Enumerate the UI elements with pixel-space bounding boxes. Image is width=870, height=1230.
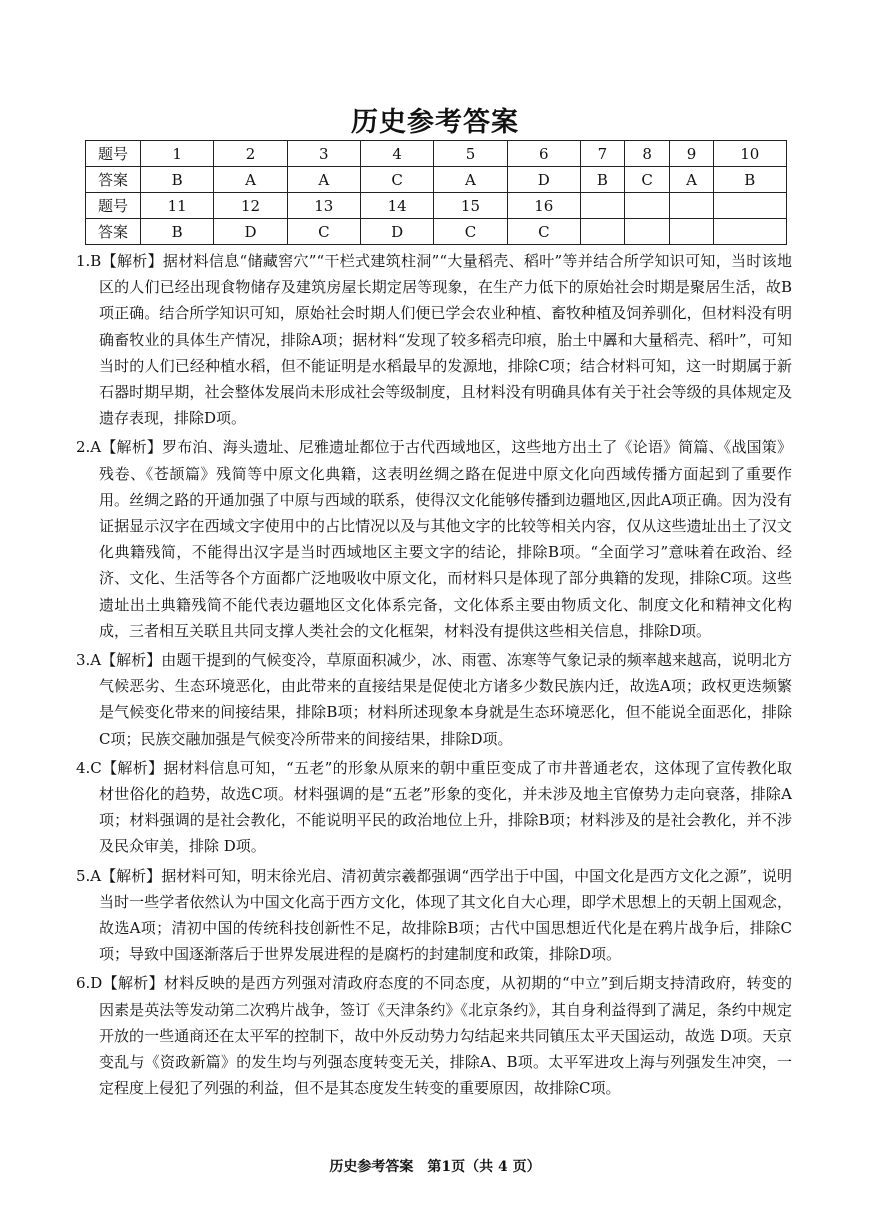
answer-table-cell: A xyxy=(434,167,507,193)
answer-table-cell: D xyxy=(214,219,287,245)
answer-table-cell: 2 xyxy=(214,141,287,167)
answer-table-cell: A xyxy=(670,167,713,193)
answer-table-cell: 15 xyxy=(434,193,507,219)
explanation-item: 3.A【解析】由题干提到的气候变冷，草原面积减少，冰、雨雹、冻寒等气象记录的频率越来越高，说明北方气候恶劣、生态环境恶化，由此带来的直接结果是促使北方诸多少数民族内迁，故选A项；政权更迭频繁是气候变化带来的间接结果，排除B项；材料所述现象本身就是生态环境恶化，但不能说全面恶化，排除C项；民族交融加强是气候变冷所带来的间接结果，排除D项。 xyxy=(76,651,792,748)
answer-table-cell: C xyxy=(624,167,670,193)
answer-table-cell: 1 xyxy=(141,141,214,167)
answer-table-cell xyxy=(670,193,713,219)
answer-table-cell: B xyxy=(141,219,214,245)
answer-table-cell: 3 xyxy=(287,141,360,167)
answer-table-cell: 6 xyxy=(507,141,580,167)
explanation-item: 4.C【解析】据材料信息可知，“五老”的形象从原来的朝中重臣变成了市井普通老农，这体现了宣传教化取材世俗化的趋势，故选C项。材料强调的是“五老”形象的变化，并未涉及地主官僚势力走向衰落，排除A项；材料强调的是社会教化，不能说明平民的政治地位上升，排除B项；材料涉及的是社会教化，并不涉及民众审美，排除 D项。 xyxy=(76,758,792,856)
answer-table-cell: 12 xyxy=(214,193,287,219)
answer-table-cell: C xyxy=(507,219,580,245)
answer-table-cell xyxy=(624,219,670,245)
answer-table-cell: B xyxy=(713,167,786,193)
explanation-item: 5.A【解析】据材料可知，明末徐光启、清初黄宗羲都强调“西学出于中国，中国文化是西方文化之源”，说明当时一些学者依然认为中国文化高于西方文化，体现了其文化自大心理，即学术思想上的天朝上国观念，故选A项；清初中国的传统科技创新性不足，故排除B项；古代中国思想近代化是在鸦片战争后，排除C项；导致中国逐渐落后于世界发展进程的是腐朽的封建制度和政策，排除D项。 xyxy=(76,866,792,964)
answer-table-cell xyxy=(713,193,786,219)
answer-table-cell: 11 xyxy=(141,193,214,219)
answer-table-row xyxy=(86,167,787,193)
answer-table-cell: 8 xyxy=(624,141,670,167)
answer-table-row xyxy=(86,141,787,167)
answer-table-row-header: 题号 xyxy=(86,141,141,167)
answer-table-cell: 13 xyxy=(287,193,360,219)
answer-table-cell: 10 xyxy=(713,141,786,167)
answer-table-cell: D xyxy=(360,219,433,245)
answer-table-row xyxy=(86,219,787,245)
answer-table-cell xyxy=(670,219,713,245)
answer-table-row xyxy=(86,193,787,219)
explanation-item: 2.A【解析】罗布泊、海头遗址、尼雅遗址都位于古代西域地区，这些地方出土了《论语》简篇、《战国策》残卷、《苍颉篇》残简等中原文化典籍，这表明丝绸之路在促进中原文化向西域传播方面起到了重要作用。丝绸之路的开通加强了中原与西域的联系，使得汉文化能够传播到边疆地区,因此A项正确。因为没有证据显示汉字在西域文字使用中的占比情况以及与其他文字的比较等相关内容，仅从这些遗址出土了汉文化典籍残简，不能得出汉字是当时西域地区主要文字的结论，排除B项。“全面学习”意味着在政治、经济、文化、生活等各个方面都广泛地吸收中原文化，而材料只是体现了部分典籍的发现，排除C项。这些遗址出土典籍残简不能代表边疆地区文化体系完备，文化体系主要由物质文化、制度文化和精神文化构成，三者相互关联且共同支撑人类社会的文化框架，材料没有提供这些相关信息，排除D项。 xyxy=(76,438,792,640)
answer-table-cell: 9 xyxy=(670,141,713,167)
answer-table-cell xyxy=(580,219,624,245)
answer-table-row-header: 答案 xyxy=(86,219,141,245)
answer-table-cell xyxy=(580,193,624,219)
answer-table xyxy=(85,140,787,245)
page-title: 历史参考答案 xyxy=(351,107,519,138)
answer-table-cell xyxy=(624,193,670,219)
answer-table-cell: 5 xyxy=(434,141,507,167)
explanation-item: 1.B【解析】据材料信息“储藏窖穴”“干栏式建筑柱洞”“大量稻壳、稻叶”等并结合所学知识可知，当时该地区的人们已经出现食物储存及建筑房屋长期定居等现象，在生产力低下的原始社会时期是聚居生活，故B项正确。结合所学知识可知，原始社会时期人们便已学会农业种植、畜牧种植及饲养驯化，但材料没有明确畜牧业的具体生产情况，排除A项；据材料“发现了较多稻壳印痕，胎土中羼和大量稻壳、稻叶”，可知当时的人们已经种植水稻，但不能证明是水稻最早的发源地，排除C项；结合材料可知，这一时期属于新石器时期早期，社会整体发展尚未形成社会等级制度，且材料没有明确具体有关于社会等级的具体规定及遗存表现，排除D项。 xyxy=(76,252,792,428)
explanation-item: 6.D【解析】材料反映的是西方列强对清政府态度的不同态度，从初期的“中立”到后期支持清政府，转变的因素是英法等发动第二次鸦片战争，签订《天津条约》《北京条约》，其自身利益得到了满足，条约中规定开放的一些通商还在太平军的控制下，故中外反动势力勾结起来共同镇压太平天国运动，故选 D项。天京变乱与《资政新篇》的发生均与列强态度转变无关，排除A、B项。太平军进攻上海与列强发生冲突，一定程度上侵犯了列强的利益，但不是其态度发生转变的重要原因，故排除C项。 xyxy=(76,974,792,1098)
answer-table-cell: A xyxy=(214,167,287,193)
answer-table-cell: B xyxy=(580,167,624,193)
answer-table-cell: 4 xyxy=(360,141,433,167)
answer-table-cell xyxy=(713,219,786,245)
answer-table-row-header: 题号 xyxy=(86,193,141,219)
answer-table-cell: B xyxy=(141,167,214,193)
answer-table-row-header: 答案 xyxy=(86,167,141,193)
answer-table-cell: C xyxy=(360,167,433,193)
answer-table-cell: 16 xyxy=(507,193,580,219)
answer-table-cell: C xyxy=(434,219,507,245)
explanations xyxy=(76,248,792,1105)
answer-table-cell: 14 xyxy=(360,193,433,219)
answer-table-cell: D xyxy=(507,167,580,193)
answer-table-cell: A xyxy=(287,167,360,193)
answer-table-cell: C xyxy=(287,219,360,245)
answer-table-cell: 7 xyxy=(580,141,624,167)
page-footer: 历史参考答案 第1页（共 4 页） xyxy=(329,1159,541,1175)
